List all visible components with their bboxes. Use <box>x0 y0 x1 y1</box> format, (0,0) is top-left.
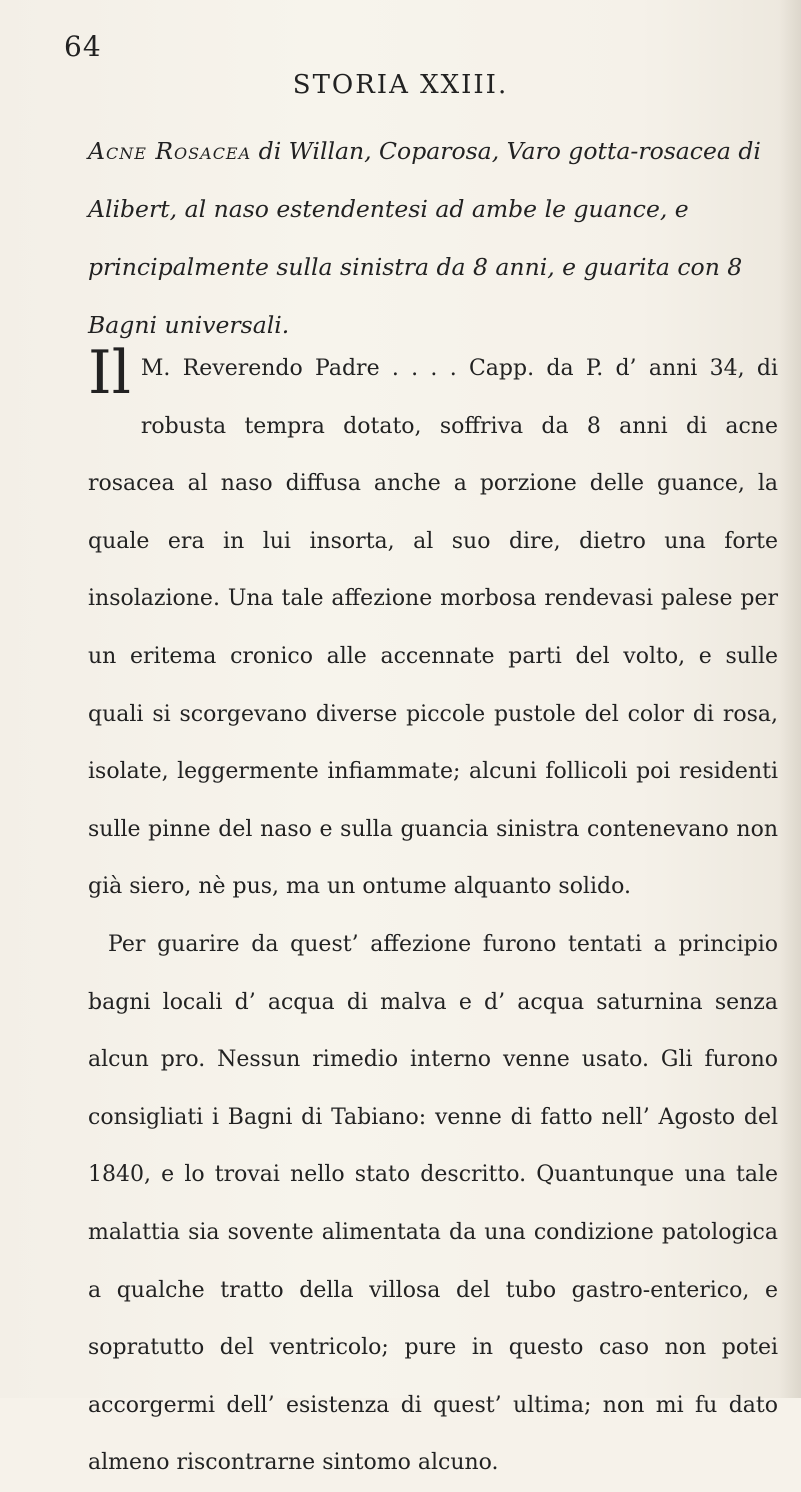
paragraph-2: Per guarire da quest’ affezione furono tentati a principio bagni locali d’ acqua di malva e d’ acqua saturnina senza alcun pro. Nessun rimedio interno venne usato. Gli furono consigliati i Bagni di Tabiano: venne di fatto nell’ Agosto del 1840, e lo trovai nello stato descritto. Quantunque una tale malattia sia sovente alimentata da una condizione patologica a qualche tratto della villosa del tubo gastro-enterico, e sopratutto del ventricolo; pure in questo caso non potei accorgermi dell’ esistenza di quest’ ultima; non mi fu dato almeno riscontrarne sintomo alcuno. <box>88 931 778 1476</box>
case-title <box>88 122 778 354</box>
case-title-lead: Acne Rosacea <box>88 137 252 165</box>
running-head: STORIA XXIII. <box>292 70 509 100</box>
drop-cap: Il <box>88 338 131 408</box>
page-edge-shadow <box>779 0 801 1398</box>
page-number: 64 <box>64 30 102 63</box>
body-text <box>88 340 778 1492</box>
paragraph-1-text: M. Reverendo Padre . . . . Capp. da P. d’ anni 34, di robusta tempra dotato, soffriva da 8 anni di acne rosacea al naso diffusa anche a porzione delle guance, la quale era in lui insorta, al suo dire, dietro una forte insolazione. Una tale affezione morbosa rendevasi palese per un eritema cronico alle accennate parti del volto, e sulle quali si scorgevano diverse piccole pustole del color di rosa, isolate, leggermente infiammate; alcuni follicoli poi residenti sulle pinne del naso e sulla guancia sinistra contenevano non già siero, nè pus, ma un ontume alquanto solido. <box>88 356 778 900</box>
case-title-rest: di Willan, Coparosa, Varo gotta-rosacea di Alibert, al naso estendentesi ad ambe le guance, e principalmente sulla sinistra da 8 anni, e guarita con 8 Bagni universali. <box>88 137 761 339</box>
paragraph-1 <box>88 340 778 916</box>
